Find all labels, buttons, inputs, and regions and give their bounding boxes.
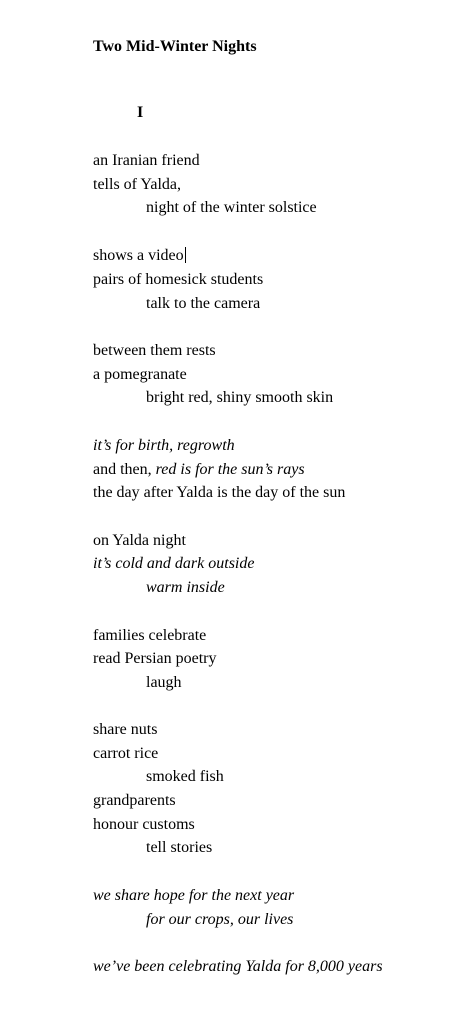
poem-line: tell stories [146,839,213,856]
poem-line: laugh [146,674,182,691]
poem-line: we share hope for the next year [93,887,295,904]
poem-line: it’s for birth, regrowth [93,437,235,454]
poem-line: on Yalda night [93,532,186,549]
poem-line: we’ve been celebrating Yalda for 8,000 years [93,958,383,975]
poem-line: honour customs [93,816,195,833]
poem-line: between them rests [93,342,216,359]
poem-line: tells of Yalda, [93,176,181,193]
poem-line: for our crops, our lives [146,911,294,928]
poem-line: smoked fish [146,768,224,785]
poem-line-text: shows a video [93,247,184,264]
poem-line: it’s cold and dark outside [93,555,255,572]
poem-line: the day after Yalda is the day of the sun [93,484,346,501]
text-cursor [185,247,186,263]
section-number: I [137,104,144,121]
poem-line: talk to the camera [146,295,261,312]
poem-line: an Iranian friend [93,152,200,169]
poem-line: bright red, shiny smooth skin [146,389,334,406]
poem-line: share nuts [93,721,158,738]
poem-line: pairs of homesick students [93,271,264,288]
poem-title: Two Mid-Winter Nights [93,38,257,55]
poem-line-text: and then, [93,461,156,478]
poem-line: carrot rice [93,745,159,762]
poem-line [93,246,186,266]
poem-line: warm inside [146,579,225,596]
poem-line: grandparents [93,792,176,809]
poem-line: a pomegranate [93,366,187,383]
poem-line: night of the winter solstice [146,199,317,216]
poem-line [93,460,305,480]
poem-line: read Persian poetry [93,650,217,667]
poem-line: families celebrate [93,627,207,644]
poem-line-emphasis: red is for the sun’s rays [155,461,305,478]
